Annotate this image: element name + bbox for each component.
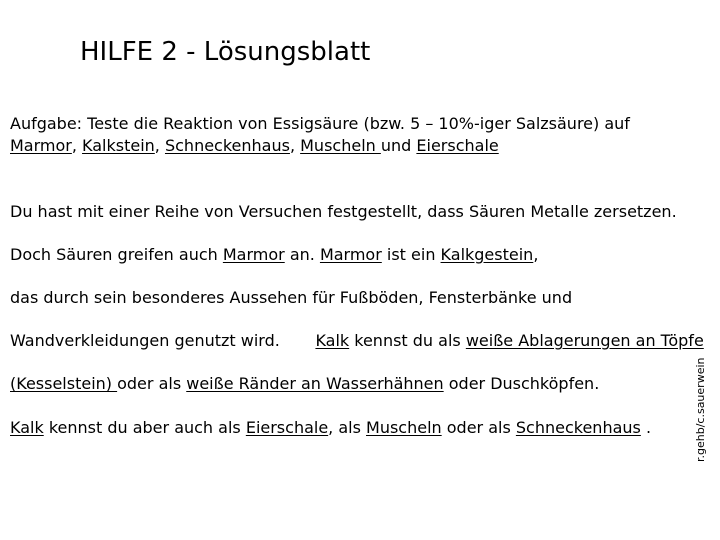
paragraph-2 <box>10 245 538 265</box>
term-marmor: Marmor <box>10 136 72 155</box>
term-schneckenhaus: Schneckenhaus <box>515 418 641 437</box>
text: oder Duschköpfen. <box>443 374 600 393</box>
connector-text: und <box>380 136 417 155</box>
text: oder als <box>117 374 187 393</box>
text: an. <box>284 245 320 264</box>
task-line-1: Aufgabe: Teste die Reaktion von Essigsäure (bzw. 5 – 10%-iger Salzsäure) auf <box>10 114 630 133</box>
paragraph-3: das durch sein besonderes Aussehen für Fußböden, Fensterbänke und <box>10 288 573 307</box>
text: kennst du als <box>349 331 466 350</box>
author-credit: r.gehb/c.sauerwein <box>694 357 707 462</box>
term-kalkgestein: Kalkgestein <box>440 245 534 264</box>
term-muscheln: Muscheln <box>366 418 442 437</box>
text: kennst du aber auch als <box>43 418 246 437</box>
text: Doch Säuren greifen auch <box>10 245 223 264</box>
term-raender: weiße Ränder an Wasserhähnen <box>186 374 444 393</box>
paragraph-4 <box>10 331 704 351</box>
term-kalk: Kalk <box>315 331 350 350</box>
text: . <box>640 418 652 437</box>
term-muscheln: Muscheln <box>300 136 381 155</box>
task-line-2 <box>10 136 499 156</box>
term-kesselstein: (Kesselstein) <box>10 374 118 393</box>
page-title: HILFE 2 - Lösungsblatt <box>80 37 371 67</box>
term-eierschale: Eierschale <box>416 136 499 155</box>
term-marmor: Marmor <box>222 245 285 264</box>
separator-text: , <box>71 136 83 155</box>
paragraph-5 <box>10 374 599 394</box>
text: Wandverkleidungen genutzt wird. <box>10 331 316 350</box>
text: oder als <box>441 418 516 437</box>
term-marmor: Marmor <box>319 245 382 264</box>
text: , als <box>328 418 367 437</box>
term-kalkstein: Kalkstein <box>82 136 155 155</box>
term-schneckenhaus: Schneckenhaus <box>164 136 290 155</box>
paragraph-6 <box>10 418 651 438</box>
text: , <box>533 245 539 264</box>
paragraph-1: Du hast mit einer Reihe von Versuchen festgestellt, dass Säuren Metalle zersetzen. <box>10 202 677 221</box>
separator-text: , <box>289 136 301 155</box>
term-eierschale: Eierschale <box>245 418 329 437</box>
term-kalk: Kalk <box>10 418 44 437</box>
text: ist ein <box>381 245 441 264</box>
separator-text: , <box>154 136 165 155</box>
term-ablagerungen: weiße Ablagerungen an Töpfe <box>465 331 704 350</box>
